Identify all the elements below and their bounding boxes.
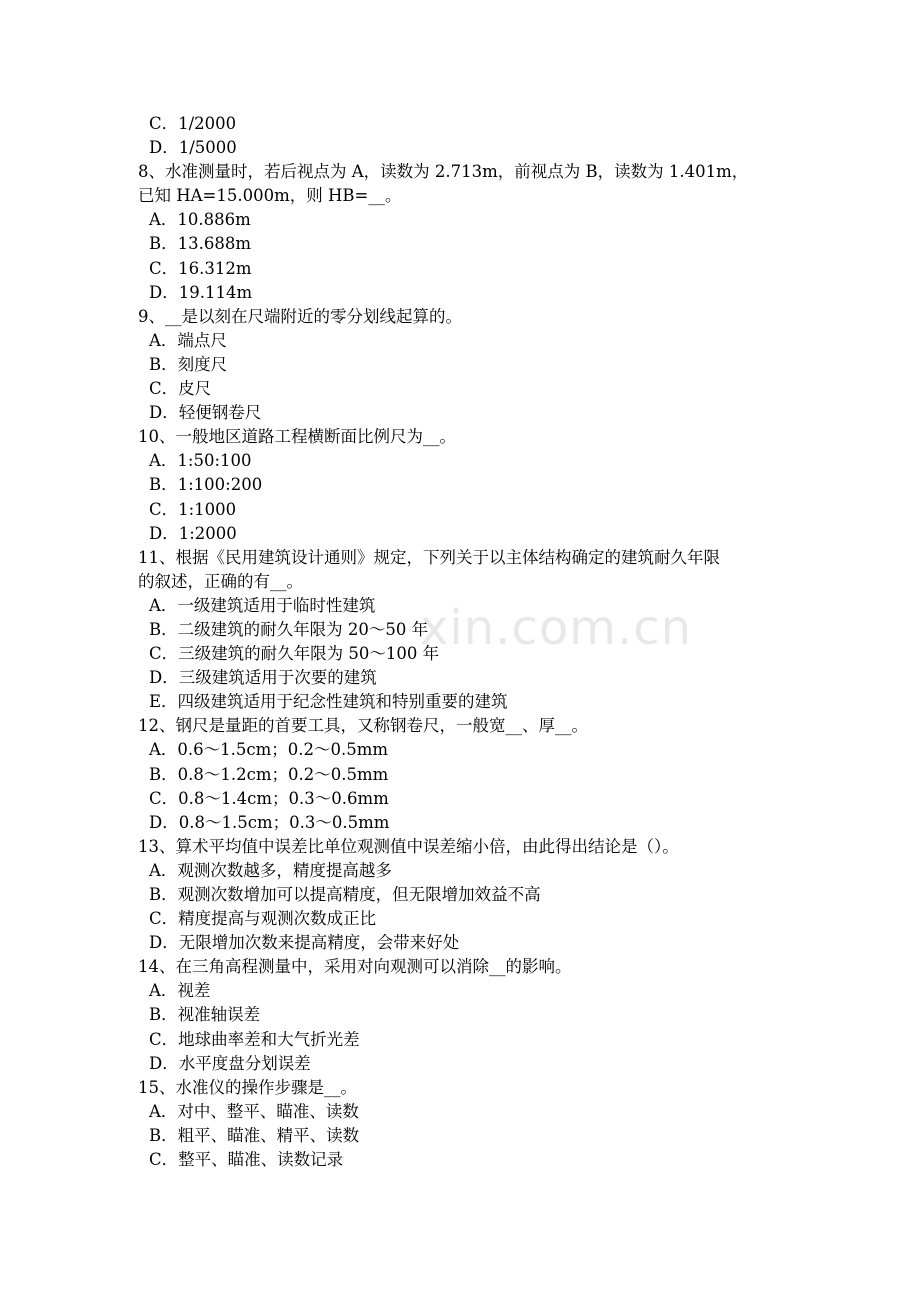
answer-option: C．整平、瞄准、读数记录 xyxy=(149,1150,344,1170)
question-text: 已知 HA=15.000m，则 HB=__。 xyxy=(138,186,402,206)
question-text: 12、钢尺是量距的首要工具，又称钢卷尺，一般宽__、厚__。 xyxy=(138,716,588,736)
question-text: 11、根据《民用建筑设计通则》规定，下列关于以主体结构确定的建筑耐久年限 xyxy=(138,547,720,567)
answer-option: C．精度提高与观测次数成正比 xyxy=(149,909,377,929)
answer-option: A．一级建筑适用于临时性建筑 xyxy=(149,595,376,615)
question-text: 15、水准仪的操作步骤是__。 xyxy=(138,1077,357,1097)
answer-option: D．1:2000 xyxy=(149,523,237,543)
answer-option: C．三级建筑的耐久年限为 50～100 年 xyxy=(149,644,440,664)
answer-option: A．视差 xyxy=(149,981,211,1001)
answer-option: E．四级建筑适用于纪念性建筑和特别重要的建筑 xyxy=(149,692,508,712)
answer-option: D．轻便钢卷尺 xyxy=(149,403,262,423)
answer-option: D．1/5000 xyxy=(149,138,237,158)
answer-option: D．19.114m xyxy=(149,282,253,302)
question-text: 14、在三角高程测量中，采用对向观测可以消除__的影响。 xyxy=(138,957,572,977)
answer-option: B．13.688m xyxy=(149,234,252,254)
answer-option: A．10.886m xyxy=(149,210,251,230)
answer-option: A．1:50:100 xyxy=(149,451,252,471)
answer-option: C．地球曲率差和大气折光差 xyxy=(149,1029,360,1049)
answer-option: B．1:100:200 xyxy=(149,475,263,495)
answer-option: B．二级建筑的耐久年限为 20～50 年 xyxy=(149,619,429,639)
answer-option: B．观测次数增加可以提高精度，但无限增加效益不高 xyxy=(149,885,541,904)
answer-option: A．观测次数越多，精度提高越多 xyxy=(149,860,392,880)
answer-option: C．1/2000 xyxy=(149,114,237,133)
answer-option: B．刻度尺 xyxy=(149,354,228,374)
question-text: 10、一般地区道路工程横断面比例尺为__。 xyxy=(138,427,456,447)
answer-option: A．0.6～1.5cm；0.2～0.5mm xyxy=(149,740,389,760)
watermark: xin.com.cn xyxy=(420,600,693,656)
question-list xyxy=(138,112,798,1172)
answer-option: C．0.8～1.4cm；0.3～0.6mm xyxy=(149,788,389,808)
answer-option: D．三级建筑适用于次要的建筑 xyxy=(149,668,377,688)
answer-option: D．0.8～1.5cm；0.3～0.5mm xyxy=(149,812,390,832)
answer-option: B．粗平、瞄准、精平、读数 xyxy=(149,1125,360,1145)
answer-option: C．16.312m xyxy=(149,258,252,278)
question-text: 8、水准测量时，若后视点为 A，读数为 2.713m，前视点为 B，读数为 1.401m， xyxy=(138,162,749,182)
answer-option: D．无限增加次数来提高精度，会带来好处 xyxy=(149,933,460,953)
answer-option: A．对中、整平、瞄准、读数 xyxy=(149,1101,359,1121)
answer-option: B．视准轴误差 xyxy=(149,1005,261,1025)
question-text: 9、__是以刻在尺端附近的零分划线起算的。 xyxy=(138,306,462,326)
question-text: 的叙述，正确的有__。 xyxy=(138,571,303,591)
answer-option: C．皮尺 xyxy=(149,379,212,399)
answer-option: C．1:1000 xyxy=(149,499,237,519)
answer-option: D．水平度盘分划误差 xyxy=(149,1053,311,1073)
answer-option: A．端点尺 xyxy=(149,330,227,350)
answer-option: B．0.8～1.2cm；0.2～0.5mm xyxy=(149,764,389,784)
question-text: 13、算术平均值中误差比单位观测值中误差缩小倍，由此得出结论是（）。 xyxy=(138,836,679,856)
